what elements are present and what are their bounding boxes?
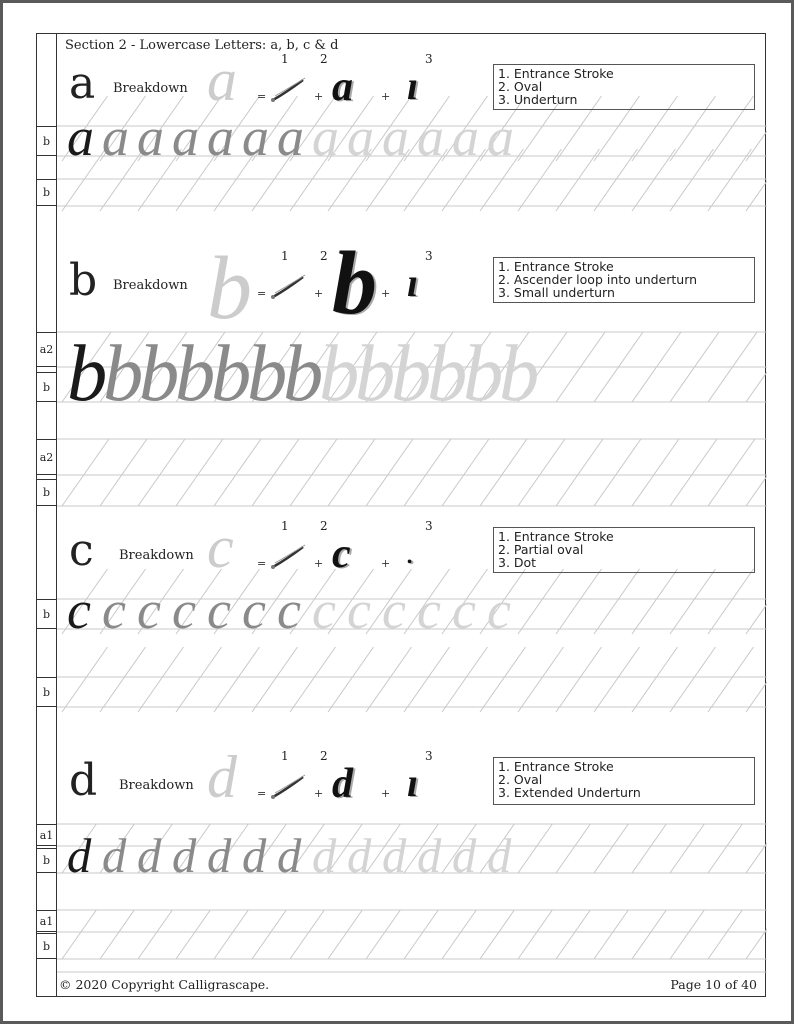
slant-line — [214, 439, 261, 506]
practice-letter: b — [319, 328, 357, 418]
guide-label: b — [37, 179, 56, 206]
step-item: 3. Dot — [498, 555, 537, 570]
slant-line — [62, 910, 96, 959]
slant-line — [632, 647, 678, 712]
slant-line — [328, 647, 374, 712]
step-item: 3. Small underturn — [498, 285, 615, 300]
slant-line — [708, 910, 742, 959]
practice-letter: d — [312, 828, 334, 883]
slant-line — [594, 149, 637, 211]
letter-outline: a — [207, 47, 237, 113]
slant-line — [556, 647, 602, 712]
slant-line — [328, 439, 375, 506]
section-letter: c — [69, 525, 94, 576]
practice-letter: a — [207, 107, 231, 168]
slant-line — [366, 647, 412, 712]
plus-sign: + — [381, 557, 391, 570]
step-item: 2. Partial oval — [498, 542, 584, 557]
practice-letter: a — [452, 107, 476, 168]
step-item: 2. Oval — [498, 79, 543, 94]
practice-letter: b — [499, 328, 537, 418]
step-2-stroke: a — [332, 64, 353, 110]
slant-line — [480, 910, 514, 959]
practice-letter: d — [417, 828, 439, 883]
guide-label: a2 — [37, 439, 56, 475]
step-item: 2. Ascender loop into underturn — [498, 272, 698, 287]
slant-line — [290, 910, 324, 959]
slant-line — [176, 910, 210, 959]
slant-line — [404, 647, 450, 712]
step-number: 1 — [281, 52, 289, 66]
plus-sign: + — [314, 557, 324, 570]
step-number: 3 — [425, 249, 433, 263]
step-item: 2. Oval — [498, 772, 543, 787]
slant-line — [518, 824, 552, 873]
step-item: 3. Extended Underturn — [498, 785, 641, 800]
breakdown-label: Breakdown — [119, 778, 194, 793]
slant-line — [480, 439, 527, 506]
practice-letter: c — [137, 580, 158, 641]
slant-line — [518, 149, 561, 211]
slant-line — [632, 824, 666, 873]
slant-line — [518, 569, 564, 634]
practice-letter: a — [312, 107, 336, 168]
practice-letter: a — [417, 107, 441, 168]
practice-letter: a — [242, 107, 266, 168]
practice-letter: c — [417, 580, 438, 641]
step-2-stroke: b — [332, 234, 377, 333]
slant-line — [290, 439, 337, 506]
guide-label: b — [37, 677, 56, 707]
slant-line — [480, 647, 526, 712]
practice-letter: d — [277, 828, 299, 883]
slant-line — [290, 647, 336, 712]
breakdown-label: Breakdown — [113, 81, 188, 96]
step-number: 2 — [320, 249, 328, 263]
practice-letter: d — [207, 828, 229, 883]
slant-line — [670, 824, 704, 873]
practice-letter-row — [67, 580, 522, 641]
practice-letter: d — [172, 828, 194, 883]
slant-line — [100, 910, 134, 959]
step-number: 1 — [281, 519, 289, 533]
page-number: Page 10 of 40 — [670, 976, 757, 992]
steps-legend — [493, 64, 755, 110]
practice-letter: d — [347, 828, 369, 883]
slant-line — [670, 569, 716, 634]
practice-letter: b — [355, 328, 393, 418]
steps-legend — [493, 257, 755, 303]
plus-sign: + — [314, 90, 324, 103]
guide-label: b — [37, 599, 56, 629]
step-item: 3. Underturn — [498, 92, 578, 107]
slant-line — [518, 910, 552, 959]
practice-letter: c — [382, 580, 403, 641]
plus-sign: + — [314, 287, 324, 300]
step-number: 3 — [425, 519, 433, 533]
practice-letter: d — [452, 828, 474, 883]
slant-line — [746, 149, 767, 211]
practice-letter: b — [103, 328, 141, 418]
slant-line — [366, 910, 400, 959]
equals-sign: = — [257, 287, 267, 300]
plus-sign: + — [314, 787, 324, 800]
slant-line — [252, 647, 298, 712]
slant-line — [594, 439, 641, 506]
step-item: 1. Entrance Stroke — [498, 259, 614, 274]
slant-line — [138, 910, 172, 959]
slant-line — [746, 910, 767, 959]
step-item: 1. Entrance Stroke — [498, 759, 614, 774]
step-number: 2 — [320, 519, 328, 533]
practice-letter-row — [67, 328, 537, 418]
slant-line — [746, 569, 767, 634]
step-number: 2 — [320, 52, 328, 66]
slant-line — [670, 439, 717, 506]
step-number: 3 — [425, 52, 433, 66]
practice-letter: b — [283, 328, 321, 418]
slant-line — [62, 647, 108, 712]
step-item: 1. Entrance Stroke — [498, 529, 614, 544]
slant-line — [556, 569, 602, 634]
entrance-stroke-icon — [269, 74, 309, 104]
practice-letter: c — [452, 580, 473, 641]
practice-letter: b — [139, 328, 177, 418]
practice-letter: d — [382, 828, 404, 883]
slant-line — [632, 439, 679, 506]
slant-line — [176, 647, 222, 712]
guide-label: b — [37, 126, 56, 156]
slant-line — [594, 647, 640, 712]
practice-letter: d — [242, 828, 264, 883]
practice-letter: c — [172, 580, 193, 641]
slant-line — [138, 439, 185, 506]
step-3-stroke: ı — [407, 63, 419, 108]
slant-line — [670, 647, 716, 712]
practice-letter: c — [277, 580, 298, 641]
step-number: 2 — [320, 749, 328, 763]
practice-letter: a — [382, 107, 406, 168]
slant-line — [138, 647, 184, 712]
slant-line — [632, 569, 678, 634]
practice-letter-row — [67, 107, 522, 168]
section-letter: b — [69, 255, 98, 306]
slant-line — [556, 149, 599, 211]
equals-sign: = — [257, 90, 267, 103]
guide-label: a1 — [37, 910, 56, 932]
guide-label-column — [37, 34, 57, 996]
slant-line — [442, 647, 488, 712]
practice-letter: b — [67, 328, 105, 418]
slant-line — [670, 149, 713, 211]
practice-letter: d — [137, 828, 159, 883]
slant-line — [708, 439, 755, 506]
slant-line — [62, 439, 109, 506]
practice-letter: c — [67, 580, 88, 641]
step-3-stroke: • — [407, 555, 412, 570]
step-number: 1 — [281, 749, 289, 763]
slant-line — [100, 647, 146, 712]
guide-label: b — [37, 372, 56, 402]
guide-label: b — [37, 933, 56, 959]
section-letter: d — [69, 755, 98, 806]
plus-sign: + — [381, 90, 391, 103]
slant-line — [708, 824, 742, 873]
practice-letter: c — [347, 580, 368, 641]
guide-label: b — [37, 479, 56, 506]
page-title: Section 2 - Lowercase Letters: a, b, c & d — [65, 38, 339, 53]
slant-line — [252, 439, 299, 506]
practice-letter: b — [463, 328, 501, 418]
guide-label: a2 — [37, 332, 56, 367]
equals-sign: = — [257, 787, 267, 800]
practice-letter-row — [67, 828, 522, 883]
practice-letter: a — [172, 107, 196, 168]
slant-line — [746, 647, 767, 712]
copyright: © 2020 Copyright Calligrascape. — [59, 976, 270, 992]
guide-label: a1 — [37, 824, 56, 846]
letter-outline: d — [207, 744, 237, 810]
slant-line — [632, 149, 675, 211]
section-letter: a — [69, 58, 96, 109]
plus-sign: + — [381, 787, 391, 800]
slant-line — [214, 910, 248, 959]
practice-letter: b — [211, 328, 249, 418]
practice-letter: b — [247, 328, 285, 418]
entrance-stroke-icon — [269, 541, 309, 571]
practice-letter: b — [175, 328, 213, 418]
steps-legend — [493, 757, 755, 805]
slant-line — [556, 439, 603, 506]
slant-line — [556, 824, 590, 873]
slant-line — [670, 910, 704, 959]
breakdown-label: Breakdown — [119, 548, 194, 563]
practice-letter: a — [277, 107, 301, 168]
step-item: 1. Entrance Stroke — [498, 66, 614, 81]
slant-line — [594, 824, 628, 873]
practice-letter: a — [137, 107, 161, 168]
slant-line — [404, 439, 451, 506]
slant-line — [100, 439, 147, 506]
slant-line — [366, 439, 413, 506]
practice-letter: d — [487, 828, 509, 883]
practice-letter: c — [487, 580, 508, 641]
entrance-stroke-icon — [269, 771, 309, 801]
practice-letter: d — [67, 828, 89, 883]
slant-line — [746, 824, 767, 873]
equals-sign: = — [257, 557, 267, 570]
practice-letter: d — [102, 828, 124, 883]
practice-letter: c — [312, 580, 333, 641]
step-3-stroke: ı — [407, 260, 419, 305]
entrance-stroke-icon — [269, 271, 309, 301]
slant-line — [252, 910, 286, 959]
slant-line — [176, 439, 223, 506]
practice-letter: c — [207, 580, 228, 641]
slant-line — [214, 647, 260, 712]
practice-letter: c — [242, 580, 263, 641]
slant-line — [708, 647, 754, 712]
slant-line — [404, 910, 438, 959]
slant-line — [518, 647, 564, 712]
slant-line — [708, 149, 751, 211]
practice-letter: a — [102, 107, 126, 168]
slant-line — [328, 910, 362, 959]
guide-label: b — [37, 848, 56, 873]
slant-line — [746, 439, 767, 506]
slant-line — [594, 569, 640, 634]
step-2-stroke: d — [332, 761, 353, 807]
letter-outline: c — [207, 514, 234, 580]
practice-letter: c — [102, 580, 123, 641]
slant-line — [708, 569, 754, 634]
slant-line — [594, 910, 628, 959]
step-number: 1 — [281, 249, 289, 263]
practice-letter: b — [427, 328, 465, 418]
letter-outline: b — [207, 239, 252, 338]
slant-line — [442, 439, 489, 506]
practice-letter: a — [67, 107, 91, 168]
step-3-stroke: ı — [407, 760, 419, 805]
page-content — [36, 33, 766, 997]
step-2-stroke: c — [332, 531, 351, 577]
steps-legend — [493, 527, 755, 573]
slant-line — [632, 910, 666, 959]
slant-line — [518, 439, 565, 506]
slant-line — [442, 910, 476, 959]
slant-line — [556, 910, 590, 959]
plus-sign: + — [381, 287, 391, 300]
practice-letter: a — [487, 107, 511, 168]
step-number: 3 — [425, 749, 433, 763]
practice-letter: a — [347, 107, 371, 168]
breakdown-label: Breakdown — [113, 278, 188, 293]
practice-letter: b — [391, 328, 429, 418]
